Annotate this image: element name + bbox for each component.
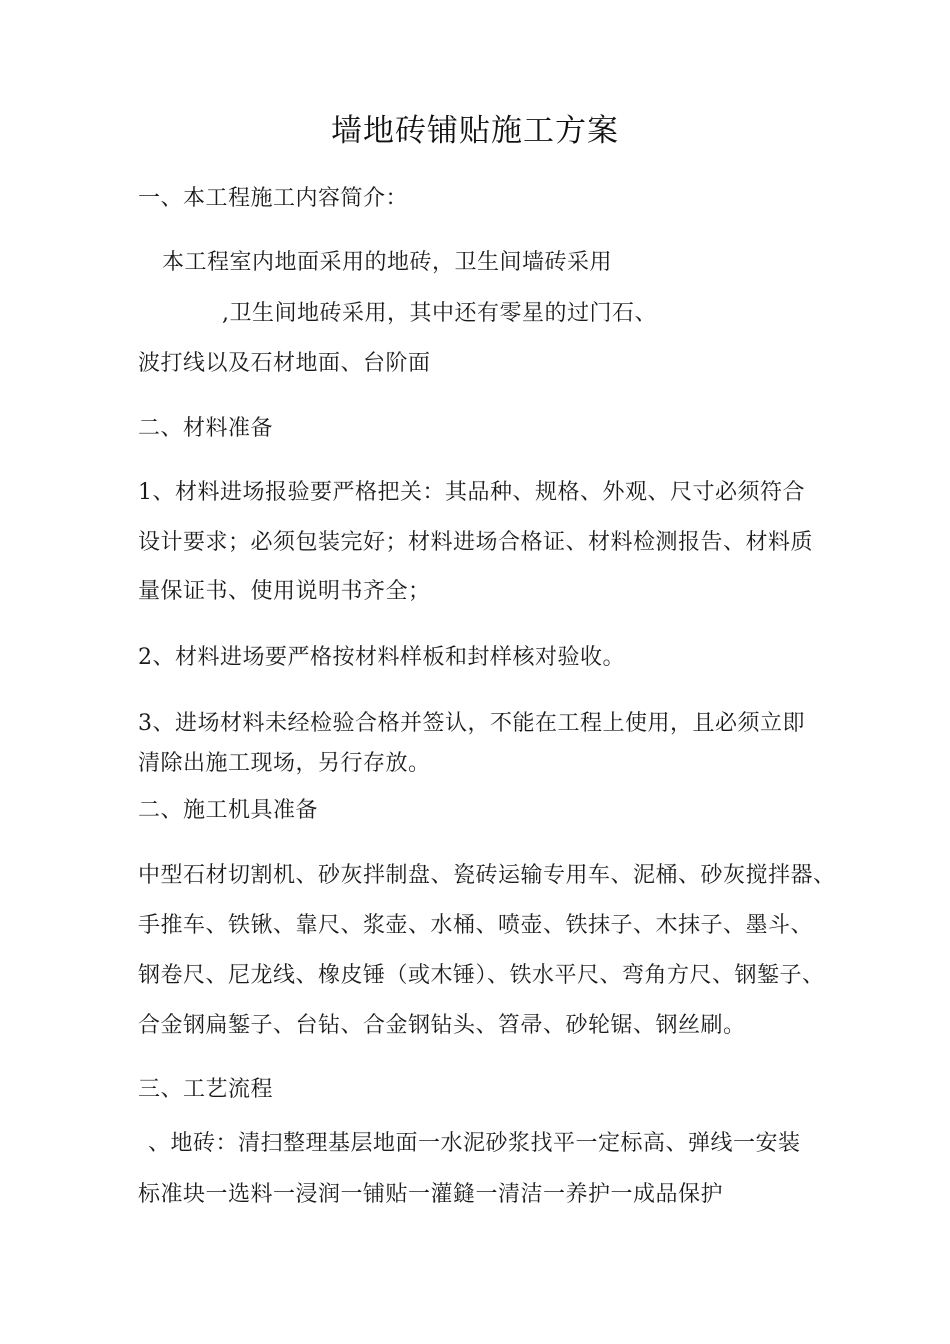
- paragraph-line: 波打线以及石材地面、台阶面: [138, 351, 431, 376]
- paragraph-line: 、地砖：清扫整理基层地面一水泥砂浆找平一定标高、弹线一安装: [148, 1131, 801, 1156]
- paragraph-line: 中型石材切割机、砂灰拌制盘、瓷砖运输专用车、泥桶、砂灰搅拌器、: [138, 863, 836, 888]
- list-item-line: 设计要求；必须包装完好；材料进场合格证、材料检测报告、材料质: [138, 530, 814, 555]
- section-heading-tools: 二、施工机具准备: [138, 798, 319, 823]
- section-heading-process: 三、工艺流程: [138, 1077, 274, 1102]
- list-item-line: 3、进场材料未经检验合格并签认，不能在工程上使用，且必须立即: [138, 711, 805, 736]
- paragraph-line: 手推车、铁锹、靠尺、浆壶、水桶、喷壶、铁抹子、木抹子、墨斗、: [138, 913, 814, 938]
- paragraph-line: 合金钢扁錾子、台钻、合金钢钻头、笤帚、砂轮锯、钢丝刷。: [138, 1013, 746, 1038]
- list-item-line: 2、材料进场要严格按材料样板和封样核对验收。: [138, 645, 625, 670]
- paragraph-line: 钢卷尺、尼龙线、橡皮锤（或木锤）、铁水平尺、弯角方尺、钢錾子、: [138, 963, 825, 988]
- document-title: 墙地砖铺贴施工方案: [331, 113, 619, 149]
- list-item-line: 量保证书、使用说明书齐全；: [138, 579, 431, 604]
- section-heading-materials: 二、材料准备: [138, 416, 274, 441]
- paragraph-line: ,卫生间地砖采用，其中还有零星的过门石、: [222, 301, 657, 326]
- section-heading-scope: 一、本工程施工内容简介：: [138, 186, 409, 211]
- list-item-line: 1、材料进场报验要严格把关：其品种、规格、外观、尺寸必须符合: [138, 480, 805, 505]
- list-item-line: 清除出施工现场，另行存放。: [138, 751, 431, 776]
- paragraph-line: 本工程室内地面采用的地砖，卫生间墙砖采用: [162, 250, 613, 275]
- paragraph-line: 标准块一选料一浸润一铺贴一灌鏠一清洁一养护一成品保护: [138, 1182, 724, 1207]
